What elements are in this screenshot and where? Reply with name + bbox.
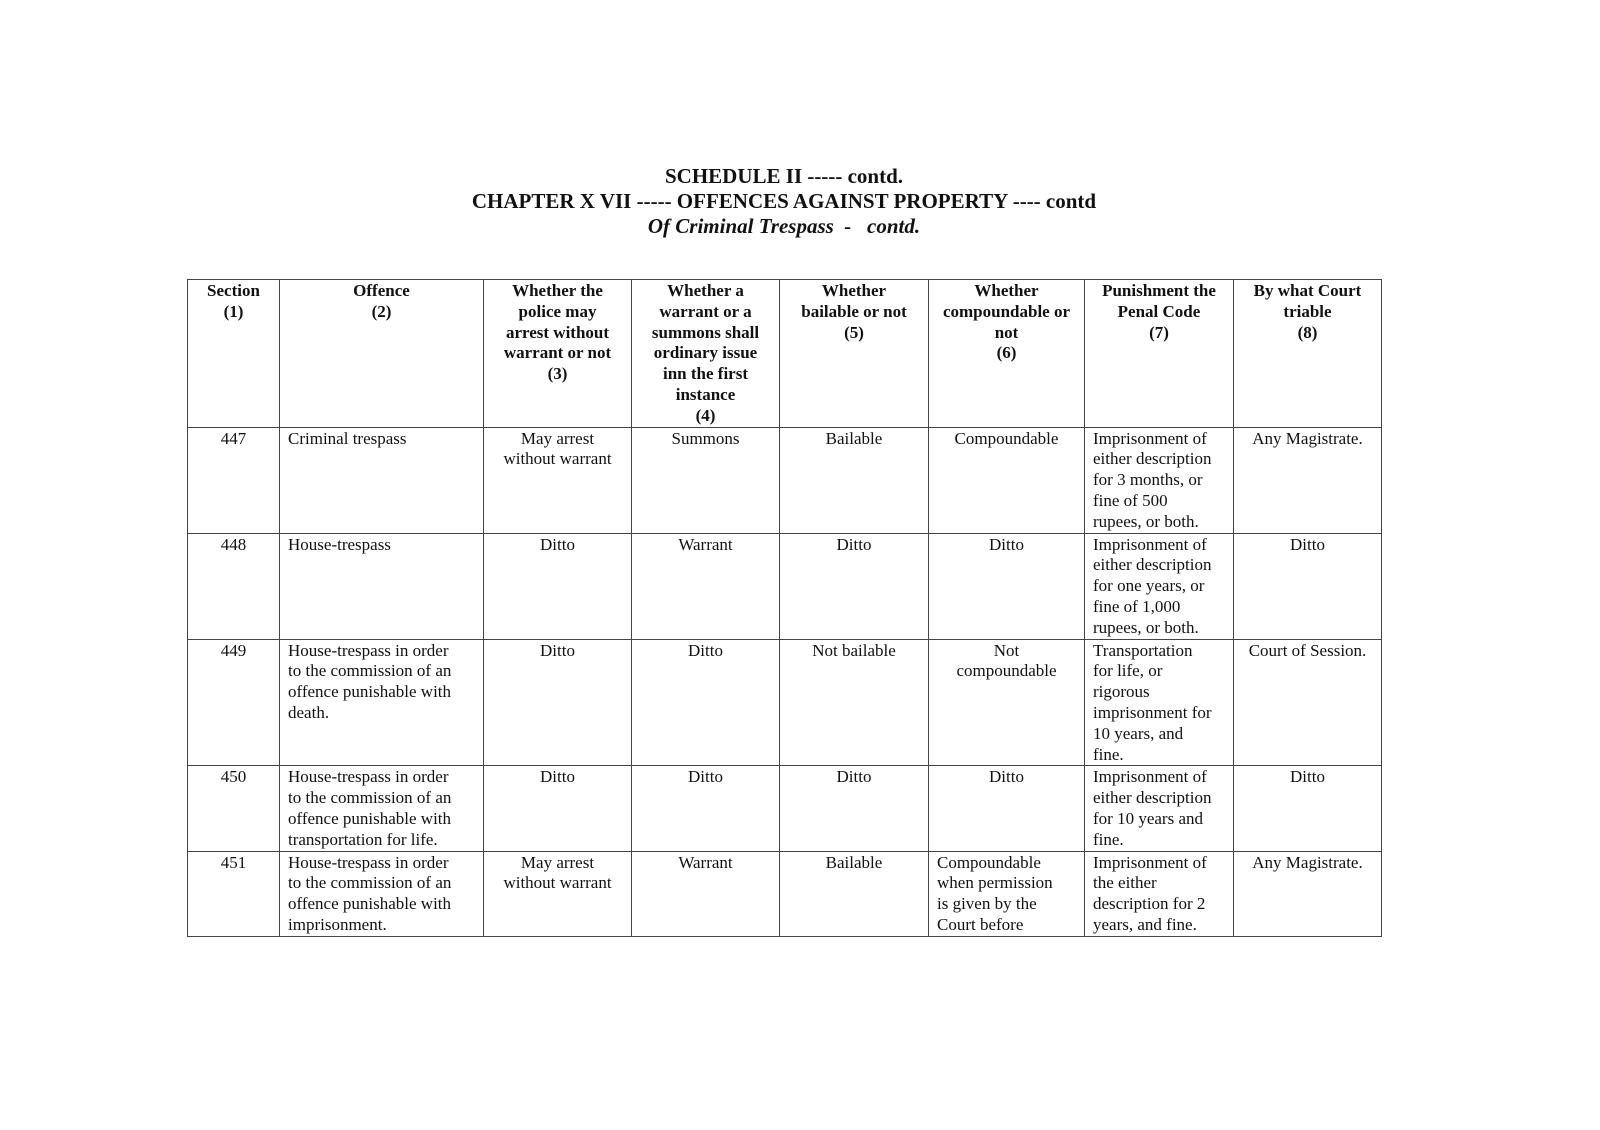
- schedule-title: SCHEDULE II ----- contd.: [664, 164, 903, 188]
- table-row: [188, 766, 1382, 851]
- column-header-offence: Offence (2): [280, 280, 484, 428]
- cell-bailable: Ditto: [780, 533, 929, 639]
- cell-bailable: Not bailable: [780, 639, 929, 766]
- column-header-bailable: Whether bailable or not (5): [780, 280, 929, 428]
- cell-arrest: Ditto: [484, 766, 632, 851]
- cell-arrest: May arrest without warrant: [484, 427, 632, 533]
- cell-section: 450: [188, 766, 280, 851]
- cell-court: Court of Session.: [1234, 639, 1382, 766]
- cell-bailable: Ditto: [780, 766, 929, 851]
- table-row: [188, 639, 1382, 766]
- cell-punishment: Imprisonment of either description for one years, or fine of 1,000 rupees, or both.: [1085, 533, 1234, 639]
- cell-compoundable: Ditto: [929, 766, 1085, 851]
- table-row: [188, 427, 1382, 533]
- column-header-arrest: Whether the police may arrest without warrant or not (3): [484, 280, 632, 428]
- cell-offence: House-trespass: [280, 533, 484, 639]
- section-subtitle: Of Criminal Trespass - contd.: [647, 214, 921, 238]
- cell-punishment: Imprisonment of either description for 3 months, or fine of 500 rupees, or both.: [1085, 427, 1234, 533]
- cell-section: 447: [188, 427, 280, 533]
- cell-arrest: Ditto: [484, 639, 632, 766]
- cell-warrant-summons: Warrant: [632, 851, 780, 936]
- cell-compoundable: Not compoundable: [929, 639, 1085, 766]
- cell-court: Ditto: [1234, 533, 1382, 639]
- cell-punishment: Imprisonment of the either description for 2 years, and fine.: [1085, 851, 1234, 936]
- cell-offence: House-trespass in order to the commission of an offence punishable with imprisonment.: [280, 851, 484, 936]
- cell-punishment: Imprisonment of either description for 10 years and fine.: [1085, 766, 1234, 851]
- column-header-punishment: Punishment the Penal Code (7): [1085, 280, 1234, 428]
- cell-offence: Criminal trespass: [280, 427, 484, 533]
- cell-offence: House-trespass in order to the commission of an offence punishable with death.: [280, 639, 484, 766]
- column-header-court: By what Court triable (8): [1234, 280, 1382, 428]
- column-header-warrant-summons: Whether a warrant or a summons shall ordinary issue inn the first instance (4): [632, 280, 780, 428]
- cell-warrant-summons: Summons: [632, 427, 780, 533]
- offences-table: [187, 279, 1382, 937]
- cell-warrant-summons: Ditto: [632, 639, 780, 766]
- cell-offence: House-trespass in order to the commission of an offence punishable with transportation for life.: [280, 766, 484, 851]
- chapter-title: CHAPTER X VII ----- OFFENCES AGAINST PROPERTY ---- contd: [471, 189, 1097, 213]
- table-row: [188, 533, 1382, 639]
- cell-compoundable: Compoundable when permission is given by the Court before: [929, 851, 1085, 936]
- cell-bailable: Bailable: [780, 427, 929, 533]
- cell-bailable: Bailable: [780, 851, 929, 936]
- table-row: [188, 851, 1382, 936]
- cell-arrest: Ditto: [484, 533, 632, 639]
- document-header: [0, 164, 1568, 239]
- cell-section: 449: [188, 639, 280, 766]
- column-header-section: Section (1): [188, 280, 280, 428]
- cell-section: 451: [188, 851, 280, 936]
- cell-court: Any Magistrate.: [1234, 851, 1382, 936]
- cell-court: Any Magistrate.: [1234, 427, 1382, 533]
- cell-compoundable: Compoundable: [929, 427, 1085, 533]
- table-header-row: [188, 280, 1382, 428]
- cell-warrant-summons: Ditto: [632, 766, 780, 851]
- cell-compoundable: Ditto: [929, 533, 1085, 639]
- cell-arrest: May arrest without warrant: [484, 851, 632, 936]
- column-header-compoundable: Whether compoundable or not (6): [929, 280, 1085, 428]
- cell-punishment: Transportation for life, or rigorous imprisonment for 10 years, and fine.: [1085, 639, 1234, 766]
- cell-section: 448: [188, 533, 280, 639]
- cell-court: Ditto: [1234, 766, 1382, 851]
- cell-warrant-summons: Warrant: [632, 533, 780, 639]
